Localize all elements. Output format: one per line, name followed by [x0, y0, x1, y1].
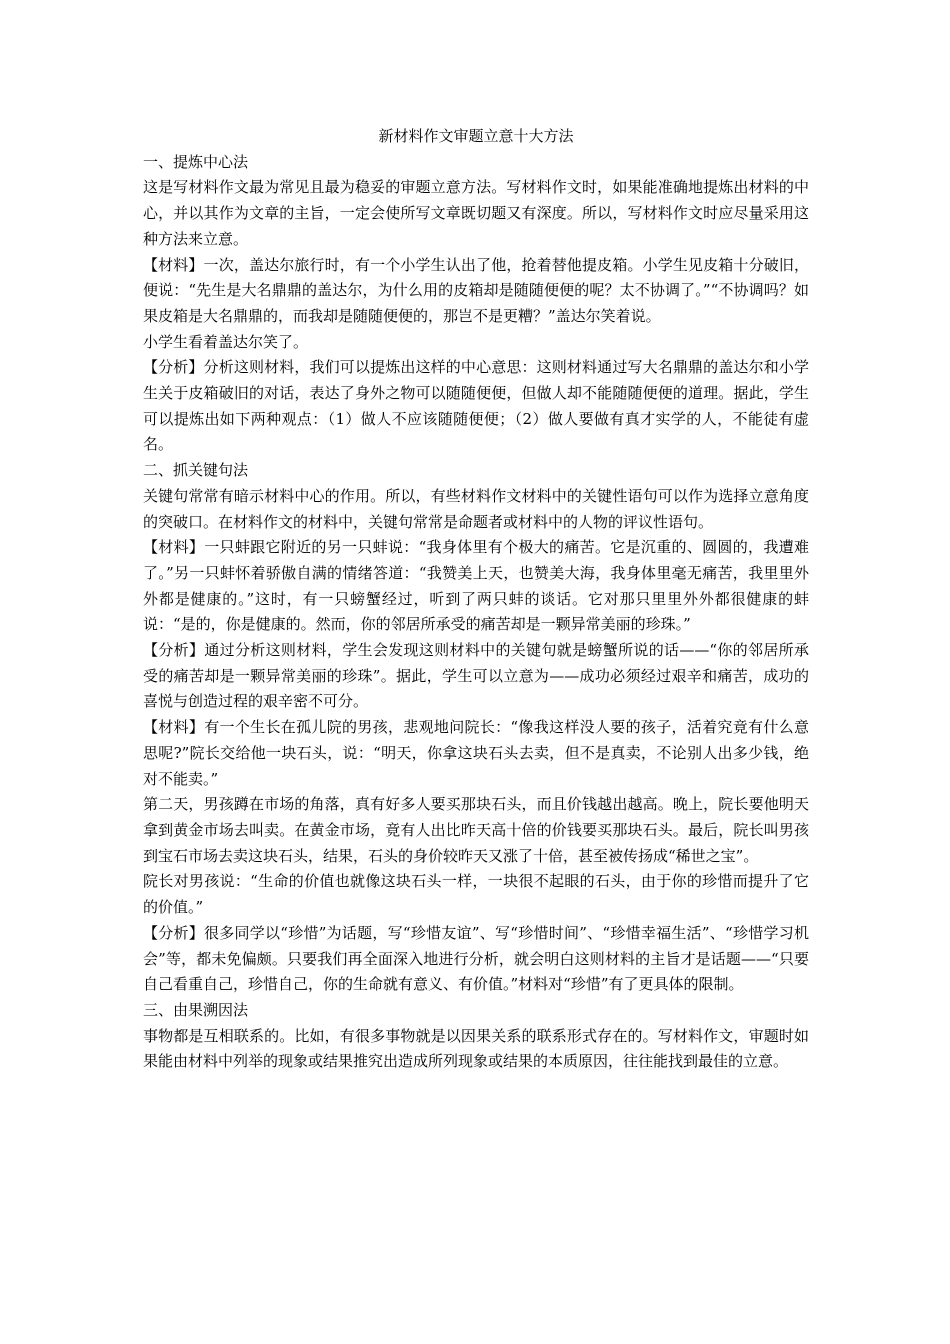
paragraph: 【分析】通过分析这则材料，学生会发现这则材料中的关键句就是螃蟹所说的话——“你的邻居所承受的痛苦却是一颗异常美丽的珍珠”。据此，学生可以立意为——成功必须经过艰辛和痛苦，成功的喜悦与创造过程的艰辛密不可分。 — [143, 641, 809, 711]
paragraph: 第二天，男孩蹲在市场的角落，真有好多人要买那块石头，而且价钱越出越高。晚上，院长要他明天拿到黄金市场去叫卖。在黄金市场，竟有人出比昨天高十倍的价钱要买那块石头。最后，院长叫男孩到宝石市场去卖这块石头，结果，石头的身价较昨天又涨了十倍，甚至被传扬成“稀世之宝”。 — [143, 795, 809, 865]
section-heading: 一、提炼中心法 — [143, 152, 249, 171]
section-heading: 二、抓关键句法 — [143, 461, 249, 480]
paragraph: 【材料】一只蚌跟它附近的另一只蚌说：“我身体里有个极大的痛苦。它是沉重的、圆圆的，我遭难了。”另一只蚌怀着骄傲自满的情绪答道：“我赞美上天，也赞美大海，我身体里毫无痛苦，我里里外外都是健康的。”这时，有一只螃蟹经过，听到了两只蚌的谈话。它对那只里里外外都很健康的蚌说：“是的，你是健康的。然而，你的邻居所承受的痛苦却是一颗异常美丽的珍珠。” — [143, 538, 809, 634]
paragraph: 事物都是互相联系的。比如，有很多事物就是以因果关系的联系形式存在的。写材料作文，审题时如果能由材料中列举的现象或结果推究出造成所列现象或结果的本质原因，往往能找到最佳的立意。 — [143, 1026, 809, 1071]
paragraph: 小学生看着盖达尔笑了。 — [143, 332, 309, 351]
document-title: 新材料作文审题立意十大方法 — [378, 127, 574, 145]
paragraph: 【分析】分析这则材料，我们可以提炼出这样的中心意思：这则材料通过写大名鼎鼎的盖达尔和小学生关于皮箱破旧的对话，表达了身外之物可以随随便便，但做人却不能随随便便的道理。据此，学生可以提炼出如下两种观点：（1）做人不应该随随便便；（2）做人要做有真才实学的人，不能徒有虚名。 — [143, 358, 809, 454]
paragraph: 【分析】很多同学以“珍惜”为话题，写“珍惜友谊”、写“珍惜时间”、“珍惜幸福生活”、“珍惜学习机会”等，都未免偏颇。只要我们再全面深入地进行分析，就会明白这则材料的主旨才是话题——“只要自己看重自己，珍惜自己，你的生命就有意义、有价值。”材料对“珍惜”有了更具体的限制。 — [143, 923, 809, 994]
document-page — [143, 124, 809, 1075]
paragraph: 关键句常常有暗示材料中心的作用。所以，有些材料作文材料中的关键性语句可以作为选择立意角度的突破口。在材料作文的材料中，关键句常常是命题者或材料中的人物的评议性语句。 — [143, 486, 809, 531]
section-heading: 三、由果溯因法 — [143, 1000, 249, 1019]
paragraph: 这是写材料作文最为常见且最为稳妥的审题立意方法。写材料作文时，如果能准确地提炼出材料的中心，并以其作为文章的主旨，一定会使所写文章既切题又有深度。所以，写材料作文时应尽量采用这种方法来立意。 — [143, 178, 809, 248]
paragraph: 院长对男孩说：“生命的价值也就像这块石头一样，一块很不起眼的石头，由于你的珍惜而提升了它的价值。” — [143, 872, 809, 917]
paragraph: 【材料】一次，盖达尔旅行时，有一个小学生认出了他，抢着替他提皮箱。小学生见皮箱十分破旧，便说：“先生是大名鼎鼎的盖达尔，为什么用的皮箱却是随随便便的呢？太不协调了。”“不协调吗？如果皮箱是大名鼎鼎的，而我却是随随便便的，那岂不是更糟？”盖达尔笑着说。 — [143, 255, 809, 325]
paragraph: 【材料】有一个生长在孤儿院的男孩，悲观地问院长：“像我这样没人要的孩子，活着究竟有什么意思呢?”院长交给他一块石头，说：“明天，你拿这块石头去卖，但不是真卖，不论别人出多少钱，绝对不能卖。” — [143, 718, 809, 788]
